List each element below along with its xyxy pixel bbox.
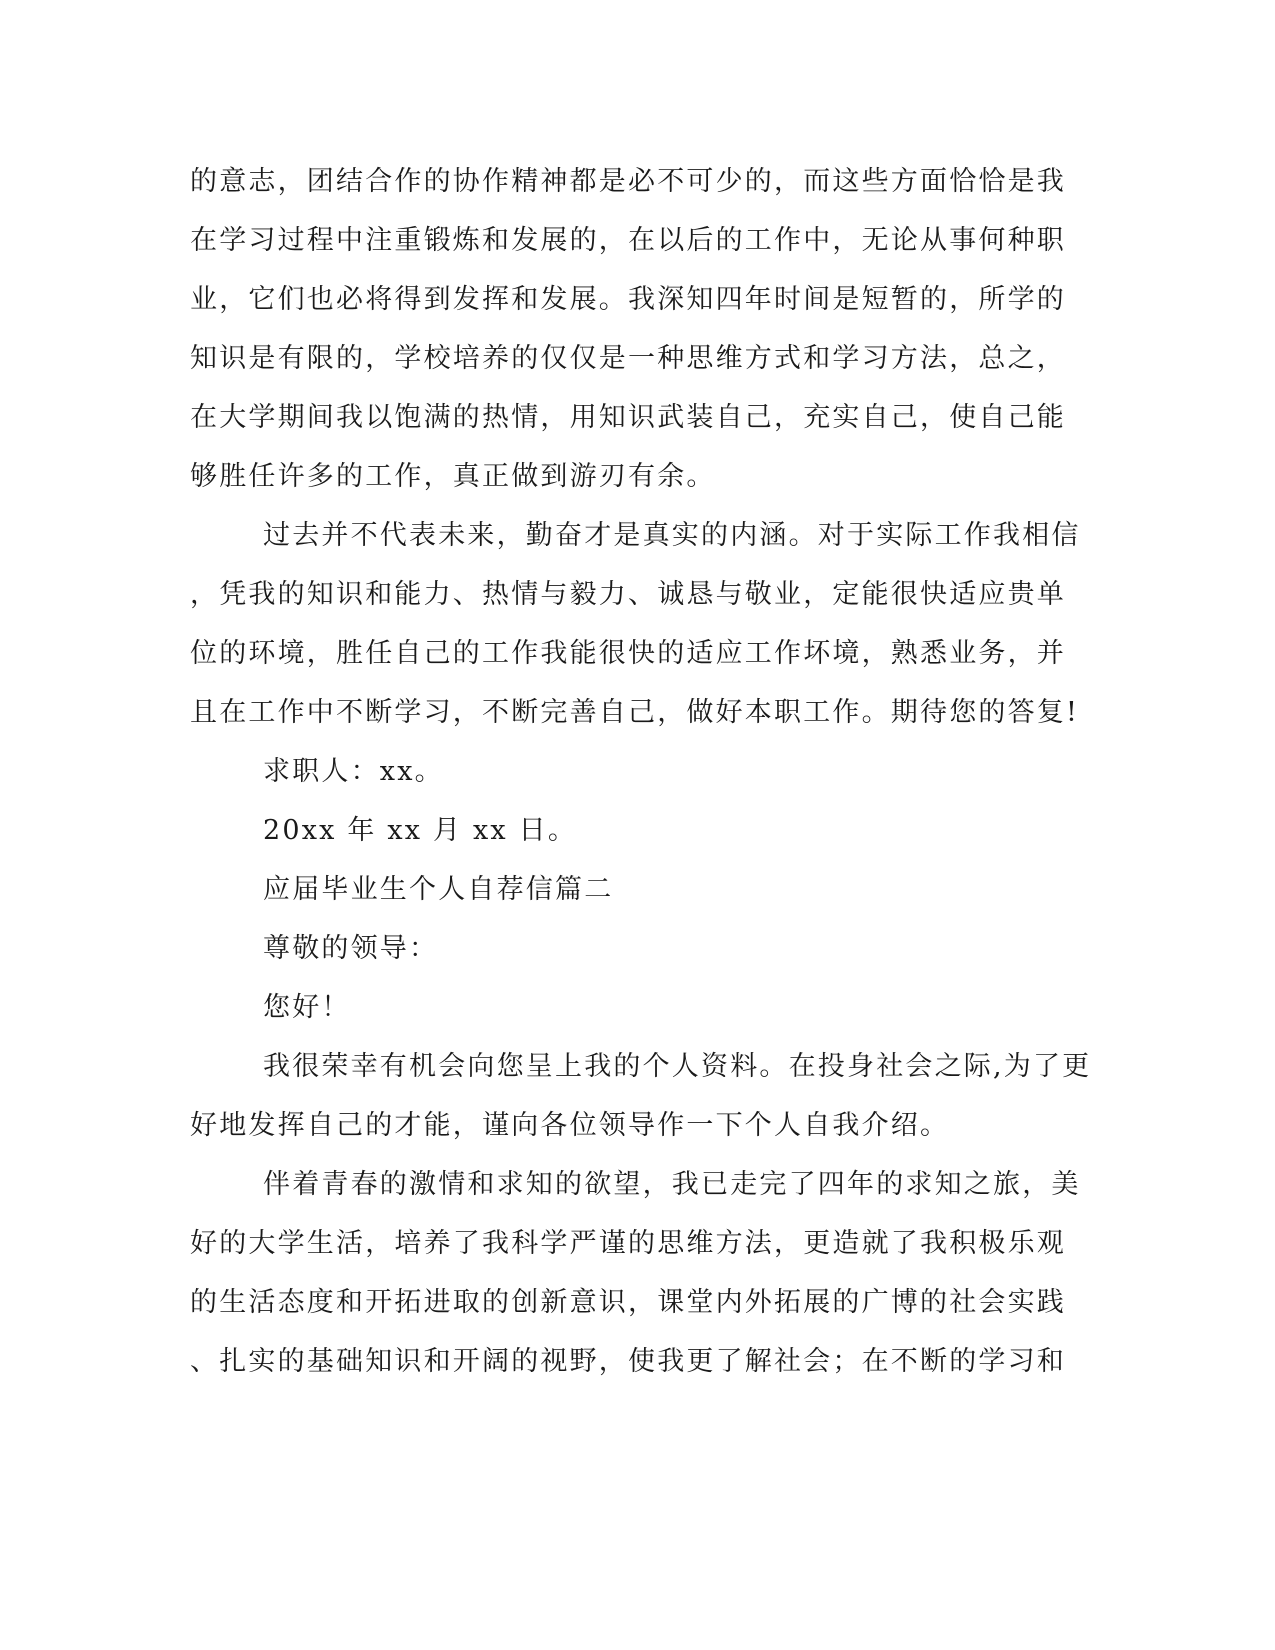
body-text-line: 且在工作中不断学习，不断完善自己，做好本职工作。期待您的答复! [190, 697, 1080, 728]
body-text-line: 知识是有限的，学校培养的仅仅是一种思维方式和学习方法，总之， [190, 343, 1066, 374]
body-text-line: 位的环境，胜任自己的工作我能很快的适应工作坏境，熟悉业务，并 [190, 638, 1066, 669]
greeting-line: 您好！ [263, 992, 351, 1023]
body-text-line: ，凭我的知识和能力、热情与毅力、诚恳与敬业，定能很快适应贵单 [190, 579, 1066, 610]
date-line: 20xx 年 xx 月 xx 日。 [263, 815, 578, 846]
body-text-line: 够胜任许多的工作，真正做到游刃有余。 [190, 461, 716, 492]
paragraph-start-line: 伴着青春的激情和求知的欲望，我已走完了四年的求知之旅，美 [263, 1169, 1081, 1200]
paragraph-start-line: 过去并不代表未来，勤奋才是真实的内涵。对于实际工作我相信 [263, 520, 1081, 551]
body-text-line: 在大学期间我以饱满的热情，用知识武装自己，充实自己，使自己能 [190, 402, 1066, 433]
body-text-line: 在学习过程中注重锻炼和发展的，在以后的工作中，无论从事何种职 [190, 225, 1066, 256]
signature-line: 求职人：xx。 [263, 756, 444, 787]
body-text-line: 的意志，团结合作的协作精神都是必不可少的，而这些方面恰恰是我 [190, 166, 1066, 197]
section-title: 应届毕业生个人自荐信篇二 [263, 874, 614, 905]
body-text-line: 好地发挥自己的才能，谨向各位领导作一下个人自我介绍。 [190, 1110, 950, 1141]
body-text-line: 业，它们也必将得到发挥和发展。我深知四年时间是短暂的，所学的 [190, 284, 1066, 315]
paragraph-start-line: 我很荣幸有机会向您呈上我的个人资料。在投身社会之际,为了更 [263, 1051, 1092, 1082]
body-text-line: 、扎实的基础知识和开阔的视野，使我更了解社会；在不断的学习和 [190, 1346, 1066, 1377]
salutation-line: 尊敬的领导： [263, 933, 439, 964]
body-text-line: 好的大学生活，培养了我科学严谨的思维方法，更造就了我积极乐观 [190, 1228, 1066, 1259]
body-text-line: 的生活态度和开拓进取的创新意识，课堂内外拓展的广博的社会实践 [190, 1287, 1066, 1318]
